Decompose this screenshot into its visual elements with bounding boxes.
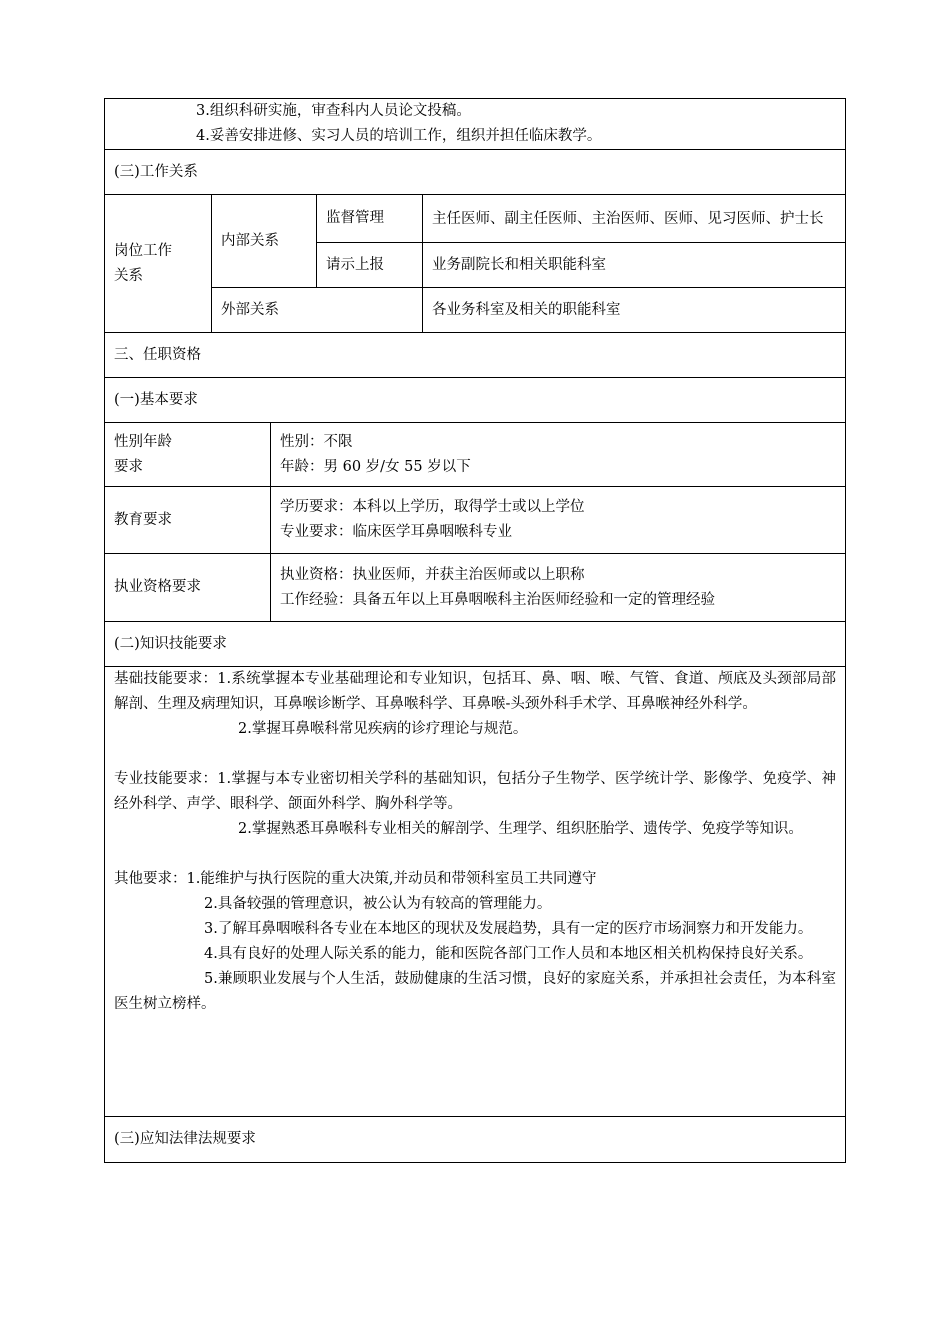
professional-skills-item-1: 专业技能要求：1.掌握与本专业密切相关学科的基础知识，包括分子生物学、医学统计学、影像学、免疫学、神经外科学、声学、眼科学、颌面外科学、胸外科学等。	[114, 771, 836, 812]
requirement-line: 性别：不限	[280, 433, 353, 450]
other-requirements-item-1: 其他要求：1.能维护与执行医院的重大决策,并动员和带领科室员工共同遵守	[114, 871, 597, 887]
position-relations-label-text: 岗位工作关系	[114, 242, 172, 284]
basic-requirements-heading-text: (一)基本要求	[114, 391, 198, 408]
other-requirements-item-5: 5.兼顾职业发展与个人生活，鼓励健康的生活习惯，良好的家庭关系，并承担社会责任，为本科室医生树立榜样。	[114, 971, 836, 1012]
requirement-label	[105, 423, 271, 486]
qualifications-heading-text: 三、任职资格	[114, 346, 201, 363]
external-relations-value	[423, 288, 845, 332]
law-heading-text: (三)应知法律法规要求	[114, 1131, 256, 1147]
report-label-text: 请示上报	[326, 256, 384, 273]
other-requirements-item-4: 4.具有良好的处理人际关系的能力，能和医院各部门工作人员和本地区相关机构保持良好关系。	[204, 946, 813, 962]
professional-skills-item-2: 2.掌握熟悉耳鼻喉科专业相关的解剖学、生理学、组织胚胎学、遗传学、免疫学等知识。	[238, 821, 803, 837]
requirement-value	[271, 554, 845, 621]
supervise-label-text: 监督管理	[326, 210, 384, 226]
law-heading	[105, 1117, 845, 1162]
basic-requirements-heading	[105, 378, 845, 423]
requirement-line: 专业要求：临床医学耳鼻咽喉科专业	[280, 524, 512, 540]
basic-skills-item-1: 基础技能要求：1.系统掌握本专业基础理论和专业知识，包括耳、鼻、咽、喉、气管、食道、颅底及头颈部局部解剖、生理及病理知识，耳鼻喉诊断学、耳鼻喉科学、耳鼻喉-头颈外科手术学、耳鼻喉神经外科学。	[114, 671, 836, 712]
job-description-table	[104, 98, 846, 1163]
report-value	[423, 243, 845, 288]
duty-item-3: 3.组织科研实施，审查科内人员论文投稿。	[196, 103, 471, 119]
other-requirements-item-3: 3.了解耳鼻咽喉科各专业在本地区的现状及发展趋势，具有一定的医疗市场洞察力和开发能力。	[204, 921, 813, 937]
requirement-label	[105, 487, 271, 553]
requirement-row	[105, 554, 845, 622]
knowledge-heading	[105, 622, 845, 667]
requirement-value	[271, 487, 845, 553]
report-value-text: 业务副院长和相关职能科室	[432, 256, 606, 273]
work-relations-heading	[105, 150, 845, 195]
external-relations-value-text: 各业务科室及相关的职能科室	[432, 301, 621, 318]
requirement-row	[105, 487, 845, 554]
requirement-label	[105, 554, 271, 621]
duties-continuation	[105, 99, 845, 150]
supervise-value	[423, 195, 845, 243]
knowledge-heading-text: (二)知识技能要求	[114, 635, 227, 652]
duty-item-4: 4.妥善安排进修、实习人员的培训工作，组织并担任临床教学。	[196, 128, 602, 144]
internal-relations-label	[212, 195, 317, 288]
work-relations-grid	[105, 195, 845, 333]
external-relations-label-text: 外部关系	[221, 301, 279, 318]
spacer	[114, 742, 836, 767]
requirement-line: 工作经验：具备五年以上耳鼻咽喉科主治医师经验和一定的管理经验	[280, 591, 715, 608]
knowledge-body	[105, 667, 845, 1117]
basic-skills-item-2: 2.掌握耳鼻喉科常见疾病的诊疗理论与规范。	[238, 721, 528, 737]
other-requirements-item-2: 2.具备较强的管理意识，被公认为有较高的管理能力。	[204, 896, 552, 912]
external-relations-label	[212, 288, 423, 332]
requirement-line: 学历要求：本科以上学历，取得学士或以上学位	[280, 499, 585, 515]
report-label	[317, 243, 423, 288]
qualifications-heading	[105, 333, 845, 378]
supervise-label	[317, 195, 423, 243]
requirement-row	[105, 423, 845, 487]
requirement-line: 年龄：男 60 岁/女 55 岁以下	[280, 458, 471, 475]
spacer	[114, 842, 836, 867]
requirement-line: 执业资格：执业医师，并获主治医师或以上职称	[280, 566, 585, 583]
requirement-label-text: 执业资格要求	[114, 579, 201, 595]
requirement-value	[271, 423, 845, 486]
position-relations-label	[105, 195, 212, 332]
requirement-label-text: 性别年龄要求	[114, 433, 172, 475]
internal-relations-label-text: 内部关系	[221, 232, 279, 249]
requirement-label-text: 教育要求	[114, 511, 172, 528]
supervise-value-text: 主任医师、副主任医师、主治医师、医师、见习医师、护士长	[432, 210, 824, 227]
work-relations-heading-text: (三)工作关系	[114, 163, 198, 180]
